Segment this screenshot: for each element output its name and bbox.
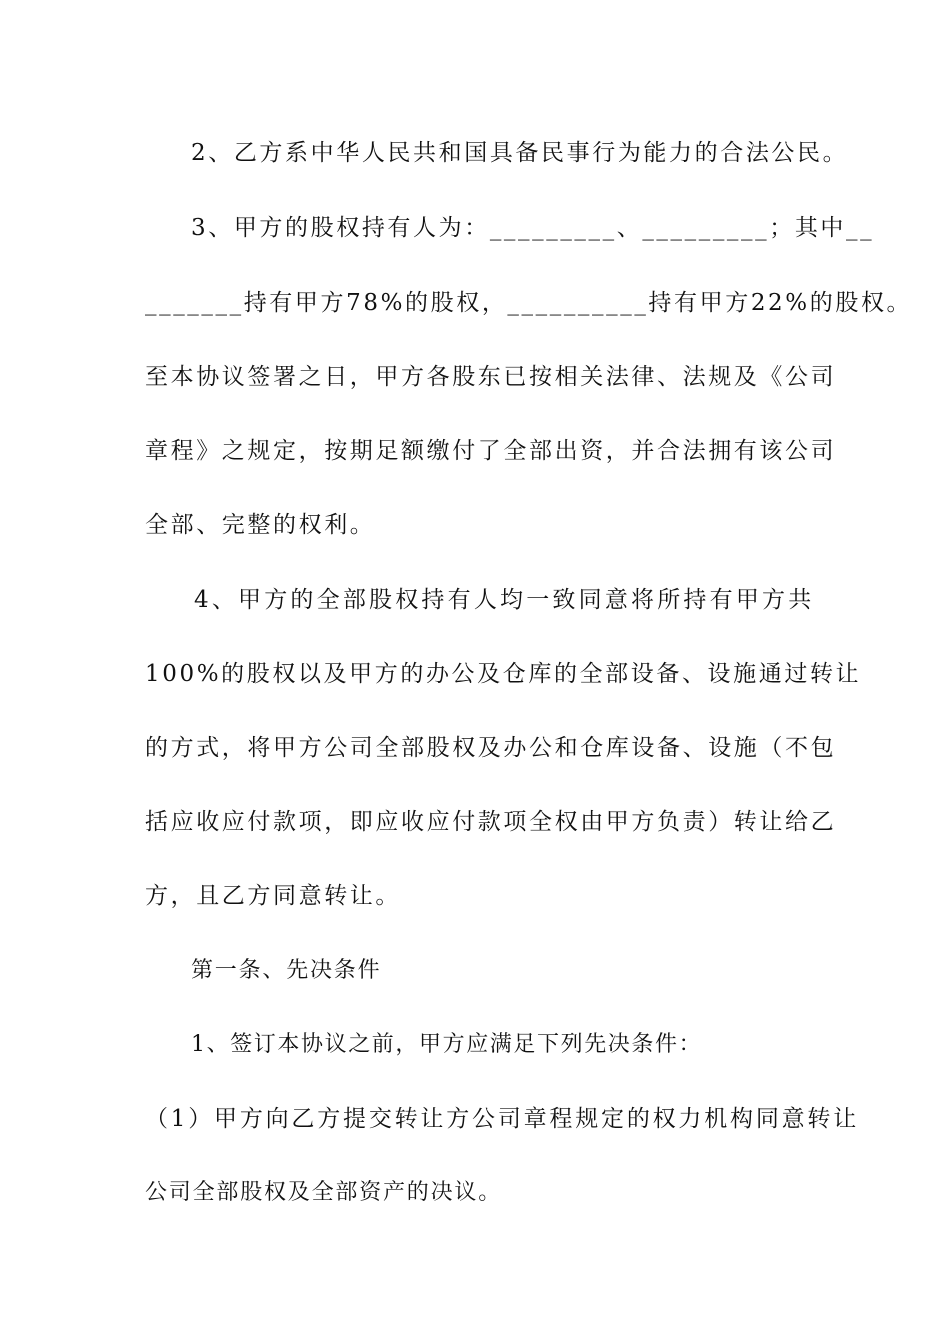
paragraph-line: 4、甲方的全部股权持有人均一致同意将所持有甲方共 xyxy=(194,587,815,613)
paragraph-line: 方，且乙方同意转让。 xyxy=(145,883,401,909)
paragraph-line: 100%的股权以及甲方的办公及仓库的全部设备、设施通过转让 xyxy=(145,661,862,687)
paragraph-line: （1）甲方向乙方提交转让方公司章程规定的权力机构同意转让 xyxy=(145,1106,860,1132)
paragraph-line: 全部、完整的权利。 xyxy=(145,512,376,538)
paragraph-line: 括应收应付款项，即应收应付款项全权由甲方负责）转让给乙 xyxy=(145,809,837,835)
paragraph-line: 章程》之规定，按期足额缴付了全部出资，并合法拥有该公司 xyxy=(145,438,837,464)
paragraph-line: 3、甲方的股权持有人为：_________、_________；其中__ xyxy=(191,215,875,241)
paragraph-line: 1、签订本协议之前，甲方应满足下列先决条件： xyxy=(191,1032,703,1057)
paragraph-line: 至本协议签署之日，甲方各股东已按相关法律、法规及《公司 xyxy=(145,364,837,390)
section-heading: 第一条、先决条件 xyxy=(191,958,382,983)
paragraph-line: 2、乙方系中华人民共和国具备民事行为能力的合法公民。 xyxy=(191,140,849,166)
paragraph-line: 公司全部股权及全部资产的决议。 xyxy=(145,1180,503,1205)
paragraph-line: 的方式，将甲方公司全部股权及办公和仓库设备、设施（不包 xyxy=(145,735,837,761)
paragraph-line: _______持有甲方78%的股权，__________持有甲方22%的股权。 xyxy=(145,290,913,316)
